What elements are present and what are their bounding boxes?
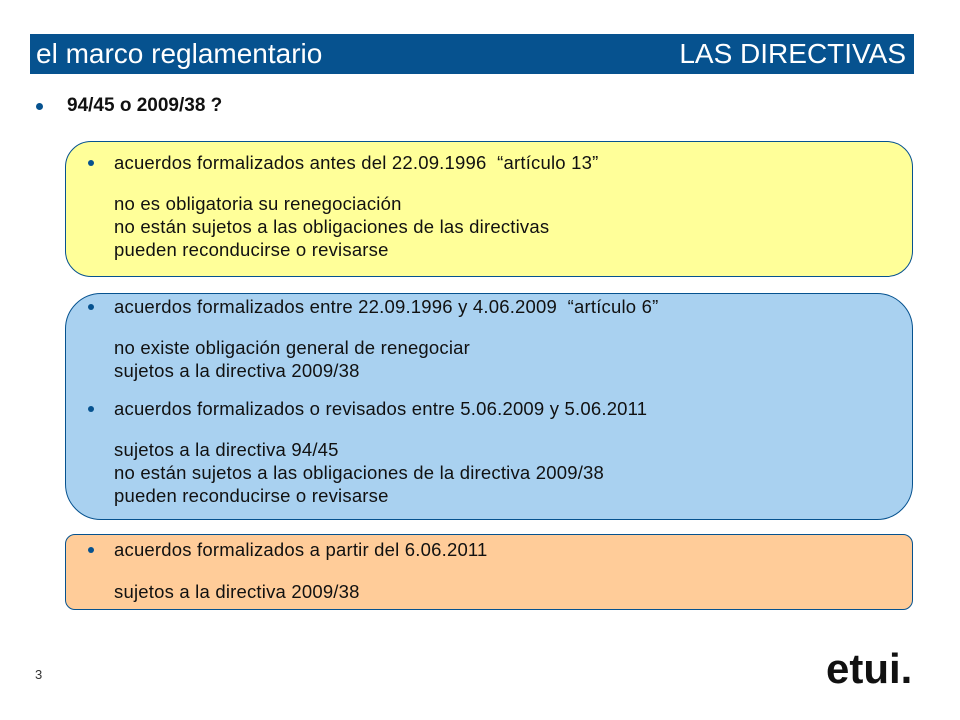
box-line: no es obligatoria su renegociación <box>114 193 402 214</box>
title-left: el marco reglamentario <box>36 38 323 69</box>
box-before-1996 <box>65 141 913 277</box>
logo-text: etui. <box>826 650 913 690</box>
bullet-dot-icon <box>88 406 94 412</box>
bullet-dot-icon <box>36 103 43 110</box>
title-right: LAS DIRECTIVAS <box>679 38 906 69</box>
box-1996-2011 <box>65 293 913 520</box>
etui-logo <box>826 650 930 690</box>
box-heading-text: acuerdos formalizados a partir del 6.06.2011 <box>114 539 488 560</box>
box-lines <box>114 580 360 603</box>
bullet-dot-icon <box>88 547 94 553</box>
box-line: sujetos a la directiva 2009/38 <box>114 581 360 602</box>
title-bar <box>30 34 914 74</box>
box-heading <box>88 398 647 420</box>
box-line: pueden reconducirse o revisarse <box>114 239 389 260</box>
top-bullet <box>36 95 222 117</box>
box-line: sujetos a la directiva 94/45 <box>114 439 339 460</box>
box-lines <box>114 438 604 507</box>
box-heading-text: acuerdos formalizados antes del 22.09.1996 “artículo 13” <box>114 152 599 173</box>
box-line: pueden reconducirse o revisarse <box>114 485 389 506</box>
page-number: 3 <box>35 667 43 682</box>
box-line: no están sujetos a las obligaciones de la directiva 2009/38 <box>114 462 605 483</box>
box-after-2011 <box>65 534 913 610</box>
box-line: no están sujetos a las obligaciones de las directivas <box>114 216 550 237</box>
box-heading-text: acuerdos formalizados entre 22.09.1996 y 4.06.2009 “artículo 6” <box>114 296 659 317</box>
box-heading <box>88 152 598 174</box>
top-bullet-text: 94/45 o 2009/38 ? <box>67 95 223 116</box>
bullet-dot-icon <box>88 304 94 310</box>
box-line: no existe obligación general de renegociar <box>114 337 471 358</box>
box-line: sujetos a la directiva 2009/38 <box>114 360 360 381</box>
box-lines <box>114 336 470 382</box>
box-heading-text: acuerdos formalizados o revisados entre 5.06.2009 y 5.06.2011 <box>114 398 648 419</box>
bullet-dot-icon <box>88 160 94 166</box>
box-lines <box>114 192 549 261</box>
box-heading <box>88 296 659 318</box>
box-heading <box>88 539 488 561</box>
